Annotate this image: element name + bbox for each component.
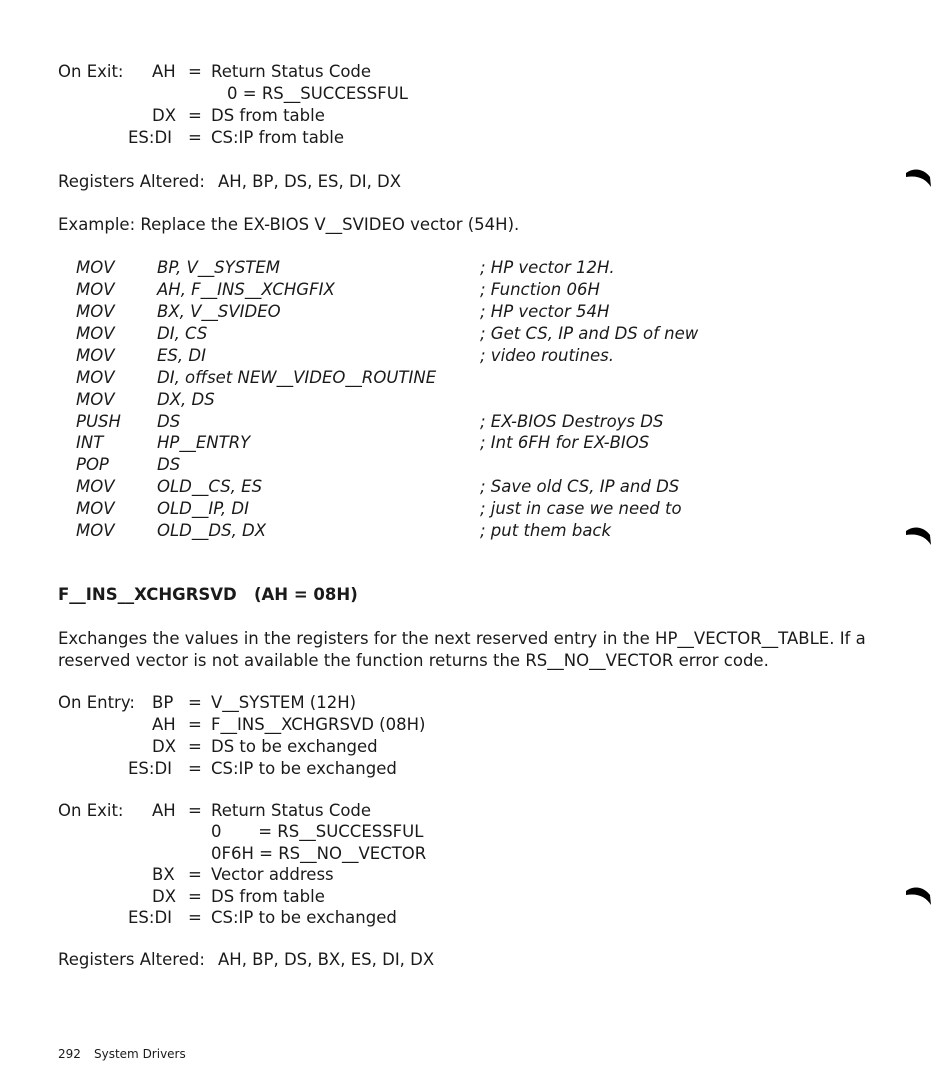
code-op: MOV (76, 280, 115, 299)
code-op: MOV (76, 346, 115, 365)
code-comment: ; HP vector 54H (480, 302, 610, 321)
code-op: MOV (76, 521, 115, 540)
exit1-val-success: 0 = RS__SUCCESSFUL (227, 84, 408, 103)
exit2-eq-bx: = (188, 865, 202, 884)
exit1-reg-dx: DX (152, 106, 177, 125)
entry-val-esdi: CS:IP to be exchanged (211, 759, 397, 778)
exit1-val-esdi: CS:IP from table (211, 128, 345, 147)
code-args: BP, V__SYSTEM (157, 258, 281, 277)
code-op: POP (76, 455, 109, 474)
entry-eq-bp: = (188, 693, 202, 712)
entry-label: On Entry: (58, 693, 135, 712)
entry-reg-dx: DX (152, 737, 177, 756)
exit2-reg-ah: AH (152, 801, 176, 820)
code-args: OLD__IP, DI (157, 499, 249, 518)
exit1-eq-ah: = (188, 62, 202, 81)
code-comment: ; Get CS, IP and DS of new (480, 324, 699, 343)
exit2-reg-dx: DX (152, 887, 177, 906)
code-op: MOV (76, 368, 115, 387)
exit1-reg-esdi: ES:DI (128, 128, 173, 147)
code-args: HP__ENTRY (157, 433, 251, 452)
code-op: MOV (76, 477, 115, 496)
registers-altered-value-1: AH, BP, DS, ES, DI, DX (218, 172, 402, 191)
exit2-val-dx: DS from table (211, 887, 325, 906)
exit2-reg-esdi: ES:DI (128, 908, 173, 927)
registers-altered-value-2: AH, BP, DS, BX, ES, DI, DX (218, 950, 435, 969)
exit2-eq-ah: = (188, 801, 202, 820)
exit2-eq-esdi: = (188, 908, 202, 927)
entry-val-ah: F__INS__XCHGRSVD (08H) (211, 715, 426, 734)
code-comment: ; Int 6FH for EX-BIOS (480, 433, 650, 452)
exit2-label: On Exit: (58, 801, 124, 820)
exit1-eq-dx: = (188, 106, 202, 125)
code-comment: ; video routines. (480, 346, 614, 365)
exit1-reg-ah: AH (152, 62, 176, 81)
code-args: OLD__DS, DX (157, 521, 267, 540)
exit2-val-esdi: CS:IP to be exchanged (211, 908, 397, 927)
margin-tab-mark-icon (904, 163, 932, 191)
exit2-val-novector: 0F6H = RS__NO__VECTOR (211, 844, 427, 863)
code-op: PUSH (76, 412, 121, 431)
code-args: DX, DS (157, 390, 215, 409)
entry-reg-ah: AH (152, 715, 176, 734)
section-heading: F__INS__XCHGRSVD (AH = 08H) (58, 585, 358, 604)
exit2-eq-dx: = (188, 887, 202, 906)
exit1-val-ah: Return Status Code (211, 62, 372, 81)
code-args: AH, F__INS__XCHGFIX (157, 280, 335, 299)
entry-eq-ah: = (188, 715, 202, 734)
entry-reg-esdi: ES:DI (128, 759, 173, 778)
code-op: INT (76, 433, 104, 452)
code-comment: ; EX-BIOS Destroys DS (480, 412, 664, 431)
code-op: MOV (76, 302, 115, 321)
exit1-eq-esdi: = (188, 128, 202, 147)
exit2-val-ah: Return Status Code (211, 801, 372, 820)
margin-tab-mark-icon (904, 521, 932, 549)
code-comment: ; Function 06H (480, 280, 600, 299)
code-args: DI, offset NEW__VIDEO__ROUTINE (157, 368, 437, 387)
code-args: DI, CS (157, 324, 208, 343)
code-comment: ; Save old CS, IP and DS (480, 477, 680, 496)
exit1-val-dx: DS from table (211, 106, 325, 125)
entry-eq-esdi: = (188, 759, 202, 778)
entry-val-dx: DS to be exchanged (211, 737, 378, 756)
section-paragraph-line1: Exchanges the values in the registers for the next reserved entry in the HP__VECTOR__TABLE. If a (58, 629, 866, 648)
example-text: Example: Replace the EX-BIOS V__SVIDEO vector (54H). (58, 215, 520, 234)
code-args: DS (157, 412, 181, 431)
registers-altered-label-2: Registers Altered: (58, 950, 205, 969)
code-comment: ; put them back (480, 521, 612, 540)
entry-reg-bp: BP (152, 693, 174, 712)
registers-altered-label-1: Registers Altered: (58, 172, 205, 191)
code-comment: ; HP vector 12H. (480, 258, 615, 277)
code-op: MOV (76, 499, 115, 518)
code-op: MOV (76, 258, 115, 277)
code-op: MOV (76, 324, 115, 343)
code-op: MOV (76, 390, 115, 409)
exit1-label: On Exit: (58, 62, 124, 81)
margin-tab-mark-icon (904, 881, 932, 909)
page-number: 292 (58, 1047, 81, 1061)
code-args: OLD__CS, ES (157, 477, 263, 496)
exit2-reg-bx: BX (152, 865, 175, 884)
exit2-val-bx: Vector address (211, 865, 334, 884)
exit2-val-success: 0 = RS__SUCCESSFUL (211, 822, 424, 841)
code-args: ES, DI (157, 346, 206, 365)
code-comment: ; just in case we need to (480, 499, 682, 518)
footer-title: System Drivers (94, 1047, 186, 1061)
code-args: BX, V__SVIDEO (157, 302, 281, 321)
section-paragraph-line2: reserved vector is not available the function returns the RS__NO__VECTOR error code. (58, 651, 769, 670)
entry-eq-dx: = (188, 737, 202, 756)
entry-val-bp: V__SYSTEM (12H) (211, 693, 357, 712)
code-args: DS (157, 455, 181, 474)
